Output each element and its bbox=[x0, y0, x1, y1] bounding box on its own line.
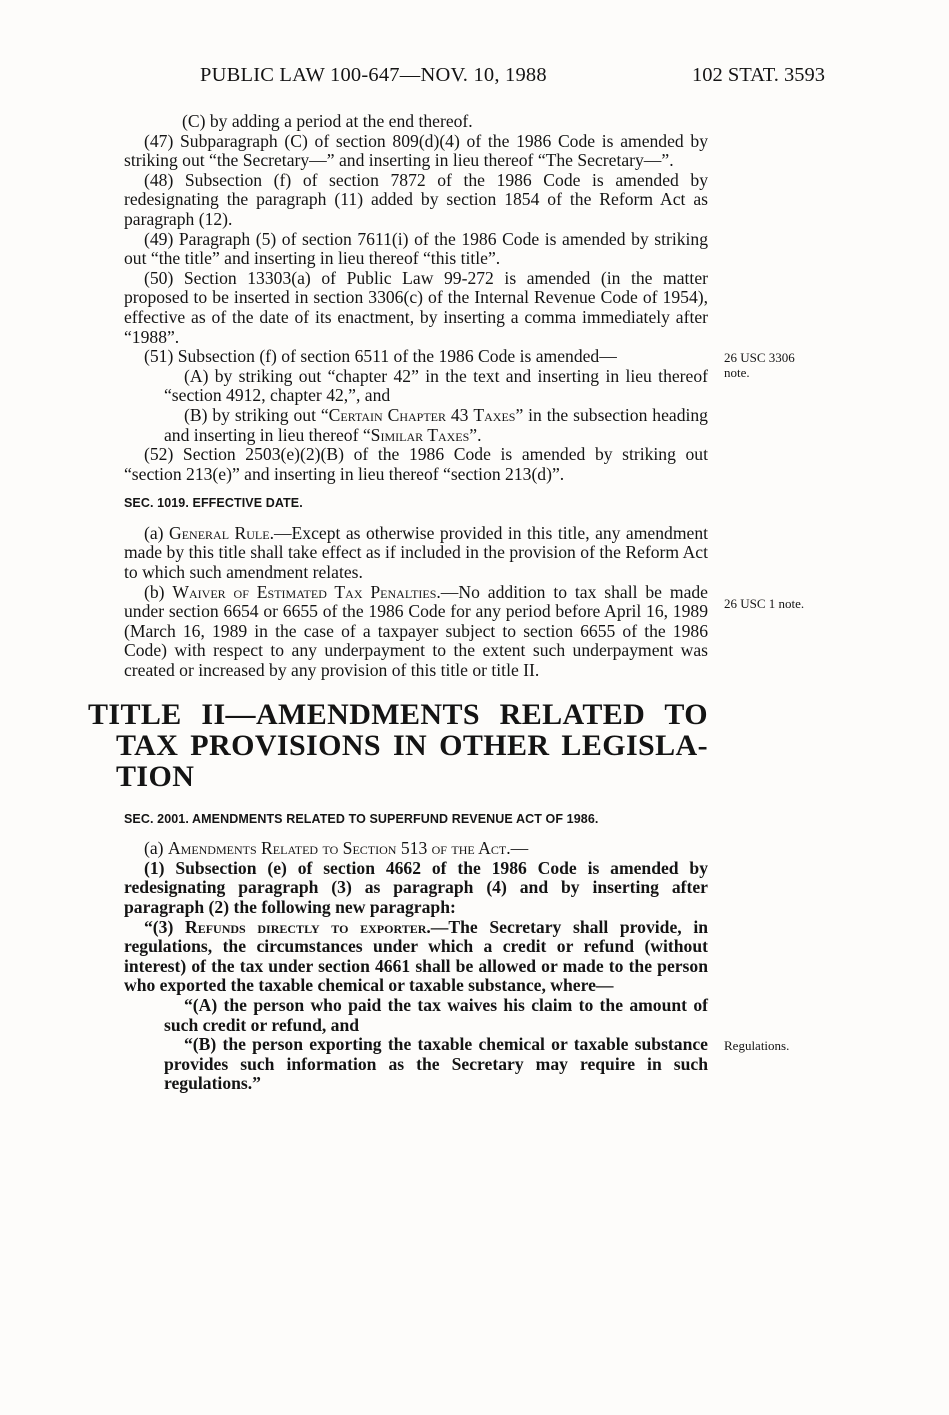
margin-note-26-usc-1: 26 USC 1 note. bbox=[724, 596, 805, 611]
page-header-stat-ref: 102 STAT. 3593 bbox=[692, 64, 825, 86]
paragraph-52: (52) Section 2503(e)(2)(B) of the 1986 Code is amended by striking out “section 213(e)” and inserting in lieu thereof “section 213(d)”. bbox=[124, 444, 708, 484]
section-1019-heading: SEC. 1019. EFFECTIVE DATE. bbox=[124, 496, 303, 511]
paragraph-51-b: (B) by striking out “Certain Chapter 43 Taxes” in the subsection heading and inserting in lieu thereof “Similar Taxes”. bbox=[164, 404, 708, 445]
page-header-title: PUBLIC LAW 100-647—NOV. 10, 1988 bbox=[200, 64, 547, 86]
paragraph-51: (51) Subsection (f) of section 6511 of the 1986 Code is amended— bbox=[144, 346, 617, 367]
paragraph-50: (50) Section 13303(a) of Public Law 99-272 is amended (in the matter proposed to be inserted in section 3306(c) of the Internal Revenue Code of 1954), effective as of the date of its enactment, by inserting a comma immediately after “1988”. bbox=[124, 267, 708, 347]
quoted-subparagraph-a: “(A) the person who paid the tax waives his claim to the amount of such credit or refund, and bbox=[164, 994, 708, 1035]
section-2001-a: (a) Amendments Related to Section 513 of the Act.— bbox=[144, 838, 529, 859]
paragraph-48: (48) Subsection (f) of section 7872 of the 1986 Code is amended by redesignating the paragraph (11) added by section 1854 of the Reform Act as paragraph (12). bbox=[124, 169, 708, 229]
paragraph-49: (49) Paragraph (5) of section 7611(i) of the 1986 Code is amended by striking out “the title” and inserting in lieu thereof “this title”. bbox=[124, 228, 708, 269]
caption-waiver-penalties: Waiver of Estimated Tax Penalties bbox=[172, 581, 437, 602]
paragraph-c-period: (C) by adding a period at the end thereof. bbox=[182, 111, 473, 131]
section-2001-heading: SEC. 2001. AMENDMENTS RELATED TO SUPERFUND REVENUE ACT OF 1986. bbox=[124, 811, 599, 826]
paragraph-47: (47) Subparagraph (C) of section 809(d)(4) of the 1986 Code is amended by striking out “the Secretary—” and inserting in lieu thereof “The Secretary—”. bbox=[124, 130, 708, 171]
paragraph-51-a: (A) by striking out “chapter 42” in the text and inserting in lieu thereof “section 4912, chapter 42,”, and bbox=[164, 365, 708, 406]
section-2001-a-1: (1) Subsection (e) of section 4662 of the 1986 Code is amended by redesignating paragraph (3) as paragraph (4) and by inserting after paragraph (2) the following new paragraph: bbox=[124, 857, 708, 917]
margin-note-regulations: Regulations. bbox=[724, 1038, 790, 1053]
quoted-subparagraph-b: “(B) the person exporting the taxable chemical or taxable substance provides such information as the Secretary may require in such regulations.” bbox=[164, 1034, 708, 1094]
main-text bbox=[88, 111, 709, 1094]
section-1019-b: (b) Waiver of Estimated Tax Penalties.—No addition to tax shall be made under section 6654 or 6655 of the 1986 Code for any period before April 16, 1989 (March 16, 1989 in the case of a taxpayer subject to section 6655 of the 1986 Code) with respect to any underpayment to the extent such underpayment was created or increased by any provision of this title or title II. bbox=[124, 581, 708, 681]
caption-general-rule: General Rule bbox=[169, 522, 270, 543]
title-ii-heading: TITLE II—AMENDMENTS RELATED TO TAX PROVISIONS IN OTHER LEGISLA- TION bbox=[88, 697, 708, 793]
quoted-paragraph-3: “(3) Refunds directly to exporter.—The Secretary shall provide, in regulations, the circumstances under which a credit or refund (without interest) of the tax under section 4661 shall be allowed or made to the person who exported the taxable chemical or taxable substance, where— bbox=[124, 916, 708, 996]
margin-note-26-usc-3306: 26 USC 3306 note. bbox=[724, 350, 795, 380]
section-1019-a: (a) General Rule.—Except as otherwise provided in this title, any amendment made by this title shall take effect as if included in the provision of the Reform Act to which such amendment relates. bbox=[124, 522, 709, 583]
